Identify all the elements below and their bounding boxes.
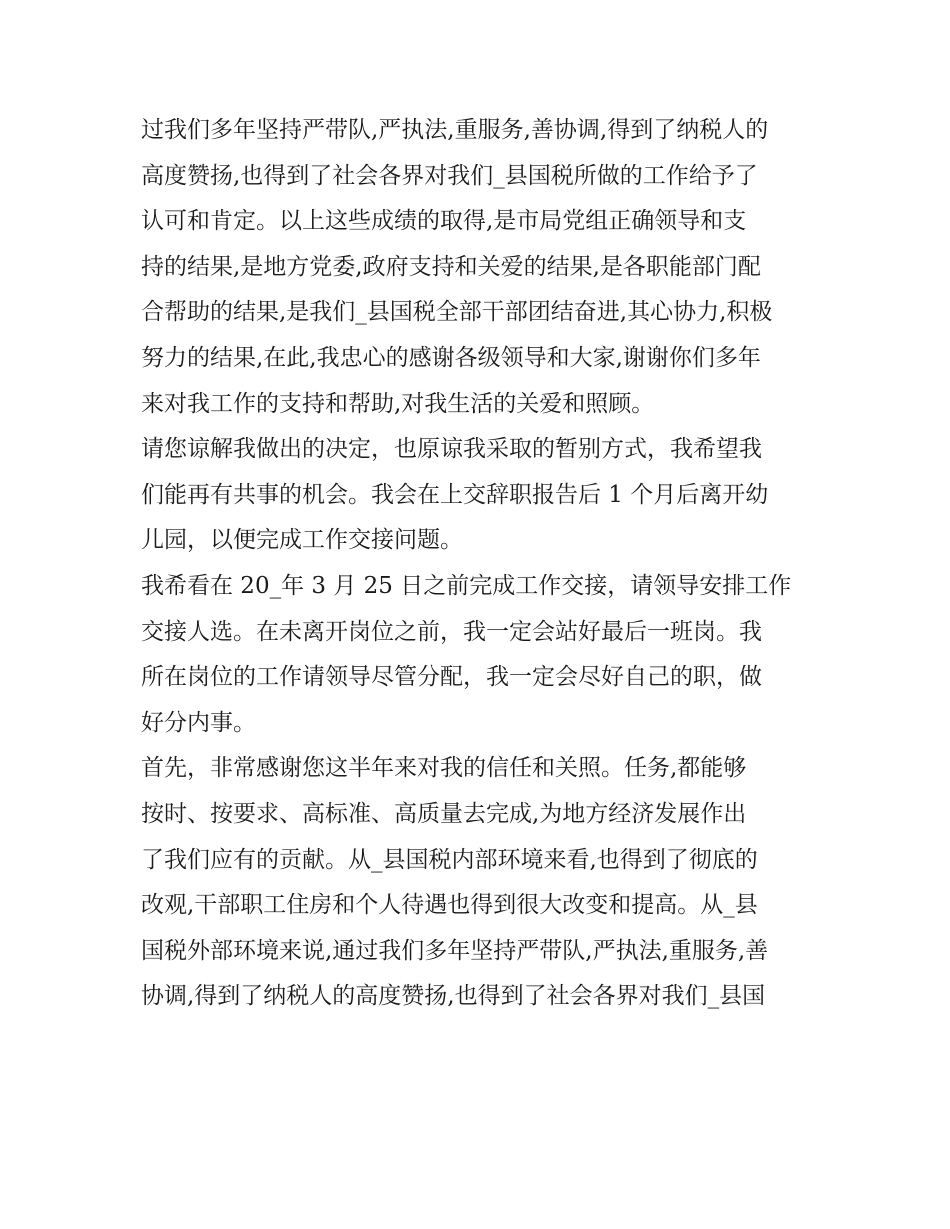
text-line: 努力的结果,在此,我忠心的感谢各级领导和大家,谢谢你们多年 [141,344,761,371]
text-line: 请您谅解我做出的决定，也原谅我采取的暂别方式，我希望我 [141,436,762,463]
text-line: 认可和肯定。以上这些成绩的取得,是市局党组正确领导和支 [141,208,747,235]
text-line: 们能再有共事的机会。我会在上交辞职报告后 1 个月后离开幼 [141,481,769,508]
text-line: 按时、按要求、高标准、高质量去完成,为地方经济发展作出 [141,800,747,827]
text-line: 好分内事。 [141,709,256,736]
text-line: 交接人选。在未离开岗位之前，我一定会站好最后一班岗。我 [141,618,762,645]
text-line: 合帮助的结果,是我们_县国税全部干部团结奋进,其心协力,积极 [141,299,773,326]
text-line: 改观,干部职工住房和个人待遇也得到很大改变和提高。从_县 [141,892,758,919]
text-line: 协调,得到了纳税人的高度赞扬,也得到了社会各界对我们_县国 [141,983,766,1010]
text-line: 国税外部环境来说,通过我们多年坚持严带队,严执法,重服务,善 [141,937,769,964]
text-line: 过我们多年坚持严带队,严执法,重服务,善协调,得到了纳税人的 [141,117,769,143]
text-line: 首先，非常感谢您这半年来对我的信任和关照。任务,都能够 [141,755,747,782]
text-line: 我希看在 20_年 3 月 25 日之前完成工作交接，请领导安排工作 [141,572,792,599]
text-line: 高度赞扬,也得到了社会各界对我们_县国税所做的工作给予了 [141,162,758,189]
text-line: 儿园，以便完成工作交接问题。 [141,527,463,554]
text-line: 了我们应有的贡献。从_县国税内部环境来看,也得到了彻底的 [141,846,758,873]
text-line: 来对我工作的支持和帮助,对我生活的关爱和照顾。 [141,390,655,417]
text-line: 所在岗位的工作请领导尽管分配，我一定会尽好自己的职，做 [141,664,762,691]
document-body [141,108,821,1020]
text-line: 持的结果,是地方党委,政府支持和关爱的结果,是各职能部门配 [141,253,761,280]
